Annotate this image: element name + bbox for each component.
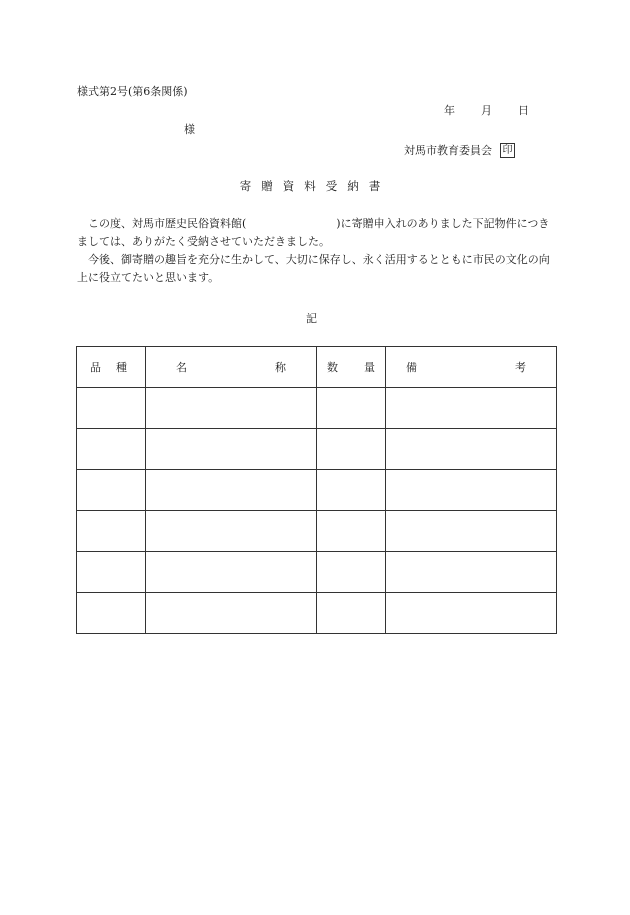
table-cell <box>317 511 386 552</box>
date-line <box>444 105 529 116</box>
body-text <box>77 215 557 287</box>
table-cell <box>386 511 557 552</box>
table-cell <box>146 511 317 552</box>
table-cell <box>386 552 557 593</box>
issuer-name: 対馬市教育委員会 <box>404 144 492 157</box>
table-cell <box>77 511 146 552</box>
document-title: 寄贈資料受納書 <box>239 179 391 193</box>
form-number: 様式第2号(第6条関係) <box>77 85 188 98</box>
ki-label: 記 <box>306 312 317 325</box>
recipient-suffix: 様 <box>184 123 195 136</box>
table-cell <box>77 470 146 511</box>
table-cell <box>77 429 146 470</box>
table-cell <box>386 470 557 511</box>
body-paragraph-1: この度、対馬市歴史民俗資料館( )に寄贈申入れのありました下記物件につきましては、ありがたく受納させていただきました。 <box>77 217 550 248</box>
table-cell <box>146 388 317 429</box>
items-table <box>76 346 557 634</box>
table-cell <box>77 552 146 593</box>
table-cell <box>146 593 317 634</box>
table-cell <box>386 388 557 429</box>
table-row <box>77 429 557 470</box>
table-cell <box>317 470 386 511</box>
table-cell <box>317 552 386 593</box>
date-year-label: 年 <box>444 104 455 117</box>
table-cell <box>146 429 317 470</box>
table-cell <box>317 429 386 470</box>
table-row <box>77 552 557 593</box>
header-cell-quantity: 数 量 <box>317 347 386 388</box>
date-day-label: 日 <box>518 104 529 117</box>
table-cell <box>386 593 557 634</box>
table-header-row <box>77 347 557 388</box>
table-cell <box>317 388 386 429</box>
table-cell <box>146 470 317 511</box>
table-row <box>77 593 557 634</box>
table-cell <box>317 593 386 634</box>
table-cell <box>146 552 317 593</box>
header-cell-name: 名 称 <box>146 347 317 388</box>
table-row <box>77 511 557 552</box>
table-cell <box>386 429 557 470</box>
body-paragraph-2: 今後、御寄贈の趣旨を充分に生かして、大切に保存し、永く活用するとともに市民の文化の向上に役立てたいと思います。 <box>77 253 550 284</box>
table-row <box>77 388 557 429</box>
date-month-label: 月 <box>481 104 492 117</box>
header-cell-category: 品 種 <box>77 347 146 388</box>
table-cell <box>77 388 146 429</box>
table-cell <box>77 593 146 634</box>
seal-mark: 印 <box>500 143 515 158</box>
issuer <box>404 143 515 158</box>
header-cell-remarks: 備 考 <box>386 347 557 388</box>
table-row <box>77 470 557 511</box>
